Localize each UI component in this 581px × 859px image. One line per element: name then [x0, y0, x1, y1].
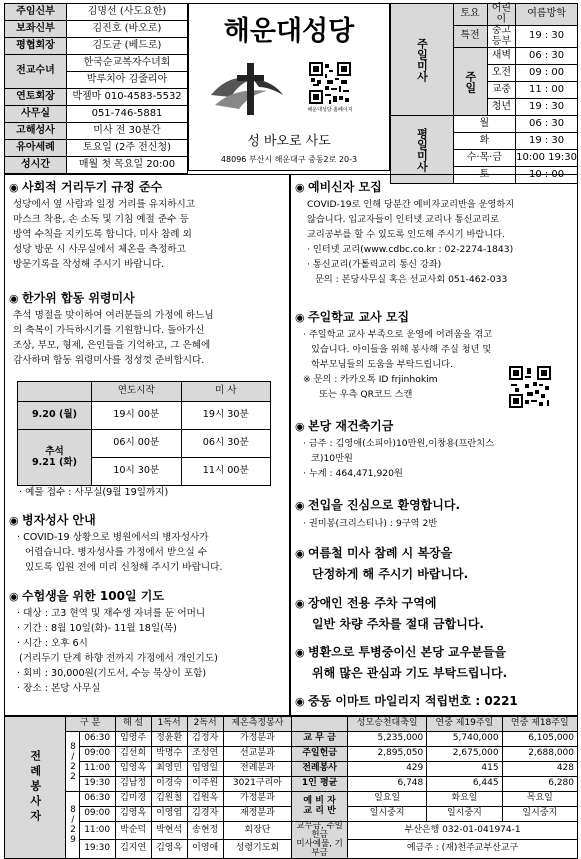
time-cell: 19시 00분 — [92, 402, 182, 430]
table-row — [5, 732, 578, 747]
stats-value: 415 — [427, 762, 502, 777]
table-row — [5, 777, 578, 792]
mass-name: 청년 — [487, 99, 516, 116]
mass-name: 오전 — [487, 65, 516, 82]
liturgy-roster-table — [4, 716, 578, 859]
notice-heading: ◉ 여름철 미사 참례 시 복장을 단정하게 해 주시기 바랍니다. — [295, 546, 469, 581]
table-row — [5, 762, 578, 777]
roster-cell: 김경자 — [187, 807, 223, 822]
mass-header: 어린이 — [487, 4, 516, 26]
stats-header: 성모승천대축일 — [348, 717, 427, 732]
roster-header: 제온측정봉사 — [223, 717, 291, 732]
stats-value: 429 — [348, 762, 427, 777]
table-header: 미 사 — [181, 382, 271, 402]
stats-key: 1인 평균 — [292, 777, 348, 792]
roster-cell: 3021구리아 — [223, 777, 291, 792]
sunday-mass-label: 주일미사 — [391, 4, 454, 116]
staff-key: 연토회장 — [5, 89, 67, 106]
roster-side-label: 전례봉사자 — [5, 717, 66, 859]
bullet-icon: ◉ — [295, 420, 305, 433]
stats-value: 5,235,000 — [348, 732, 427, 747]
mass-time: 11 : 00 — [516, 82, 578, 99]
account-holder: 예금주 : (재)천주교부산교구 — [348, 840, 578, 858]
table-header: 연도시작 — [92, 382, 182, 402]
roster-cell: 박순덕 — [115, 822, 151, 840]
table-row — [5, 747, 578, 762]
roster-header: 해 설 — [115, 717, 151, 732]
notice-heading: ◉ 예비신자 모집 — [295, 180, 382, 194]
roster-time: 19:30 — [79, 777, 115, 792]
roster-cell: 가정분과 — [223, 792, 291, 807]
roster-time: 11:00 — [79, 822, 115, 840]
mass-time: 06 : 30 — [516, 48, 578, 65]
roster-cell: 김지연 — [115, 840, 151, 858]
roster-cell: 이주원 — [187, 777, 223, 792]
notice-body: 추석 명절을 맞이하여 여러분들의 가정에 하느님 의 축복이 가득하시기를 기원합니다. 돌아가신 조상, 부모, 형제, 은인들을 기억하고, 그 은혜에 감사하며 합동 위령미사를 정성껏 준비합시다. — [13, 310, 214, 366]
class-day: 목요일 — [502, 792, 577, 807]
roster-cell: 이경숙 — [151, 777, 187, 792]
notice-heading: ◉ 전입을 진심으로 환영합니다. — [295, 498, 461, 512]
table-row — [5, 792, 578, 807]
roster-cell: 재정분과 — [223, 807, 291, 822]
patron-saint: 성 바오로 사도 — [247, 134, 331, 149]
mass-name: 교중 — [487, 82, 516, 99]
sunday-label: 주일 — [453, 48, 487, 116]
roster-cell: 송현정 — [187, 822, 223, 840]
weekday-day: 토 — [453, 167, 516, 184]
bullet-icon: ◉ — [295, 597, 305, 610]
weekday-time-pm: 19:30 — [548, 151, 577, 163]
notice-heading: ◉ 중동 이마트 마일리지 적립번호 : 0221 — [295, 694, 518, 708]
mass-time: 19 : 30 — [516, 26, 578, 48]
roster-cell: 최영민 — [151, 762, 187, 777]
roster-cell: 전례분과 — [223, 762, 291, 777]
table-row — [5, 807, 578, 822]
roster-time: 11:00 — [79, 762, 115, 777]
staff-value: 박루치아 김줄리아 — [67, 72, 188, 89]
staff-value: 김도균 (베드로) — [67, 38, 188, 55]
roster-cell: 이영엽 — [151, 807, 187, 822]
notice-body: COVID-19로 인해 당분간 예비자교리반을 운영하지 않습니다. 입교자들이 인터넷 교리나 통신교리로 교리공부를 할 수 있도록 인도해 주시기 바랍니다. · 인터넷 교리(www.cdbc.co.kr : 02-2274-1843) · 통신교리(가톨릭교리 통신 강좌) 문의 : 본당사무실 혹은 선교사회 051-462-033 — [307, 199, 515, 285]
staff-value: 박젬마 010-4583-5532 — [67, 89, 188, 106]
kakao-qr-code[interactable] — [509, 366, 551, 408]
roster-time: 06:30 — [79, 792, 115, 807]
roster-header: 1독서 — [151, 717, 187, 732]
offering-note: · 예물 접수 : 사무실(9월 19일까지) — [19, 487, 169, 498]
notice-heading: ◉ 장애인 전용 주차 구역에 일반 차량 주차를 절대 금합니다. — [295, 596, 484, 631]
roster-cell: 김원옥 — [187, 792, 223, 807]
date-cell: 9.20 (월) — [18, 402, 92, 430]
mass-name: 새벽 — [487, 48, 516, 65]
mass-header: 토요 — [453, 4, 487, 26]
roster-cell: 조성연 — [187, 747, 223, 762]
mass-name: 중고등부 — [487, 26, 516, 48]
notice-heading: ◉ 주일학교 교사 모집 — [295, 310, 410, 324]
bullet-icon: ◉ — [295, 695, 305, 708]
bullet-icon: ◉ — [9, 181, 19, 194]
bullet-icon: ◉ — [295, 311, 305, 324]
roster-cell: 김선희 — [115, 747, 151, 762]
bullet-icon: ◉ — [9, 514, 19, 527]
staff-key: 전교수녀 — [5, 55, 67, 89]
roster-time: 19:30 — [79, 840, 115, 858]
stats-value: 2,688,000 — [502, 747, 577, 762]
stats-value: 2,675,000 — [427, 747, 502, 762]
staff-value: 매월 첫 목요일 20:00 — [67, 157, 188, 174]
notice-heading: ◉ 병자성사 안내 — [9, 513, 96, 527]
bullet-icon: ◉ — [295, 499, 305, 512]
table-row — [5, 840, 578, 858]
notice-body: · 대상 : 고3 현역 및 재수생 자녀를 둔 어머니 · 기간 : 8월 10일(화)- 11월 18일(목) · 시간 : 오후 6시 (거리두기 단계 하향 전까지 가정에서 개인기도) · 회비 : 30,000원(기도서, 수능 묵상이 포함) · 장소 : 본당 사무실 — [17, 608, 218, 694]
bullet-icon: ◉ — [295, 181, 305, 194]
roster-cell: 김정자 — [187, 732, 223, 747]
bullet-icon: ◉ — [295, 547, 305, 560]
staff-value: 051-746-5881 — [67, 106, 188, 123]
homepage-qr-code[interactable] — [309, 62, 351, 104]
account-label: 교무금, 주일헌금 미사예물, 기부금 — [292, 822, 348, 859]
staff-key: 성시간 — [5, 157, 67, 174]
table-row — [5, 822, 578, 840]
mass-time: 19 : 30 — [516, 99, 578, 116]
weekday-time-am: 10:00 — [516, 151, 545, 163]
date-cell: 추석 9.21 (화) — [18, 430, 92, 486]
roster-cell: 이영애 — [187, 840, 223, 858]
saturday-vigil-label: 특전 — [453, 26, 487, 48]
notice-body: · 주일학교 교사 부족으로 운영에 어려움을 겪고 있습니다. 아이들을 위해 봉사해 주실 청년 및 학부모님들의 도움을 부탁드립니다. ※ 문의 : 카카오톡 ID frjinhokim 또는 우측 QR코드 스캔 — [303, 329, 493, 400]
notice-body: · COVID-19 상황으로 병원에서의 병자성사가 어렵습니다. 병자성사를 가정에서 받으실 수 있도록 입원 전에 미리 신청해 주시기 바랍니다. — [17, 532, 223, 573]
church-logo-icon — [209, 61, 285, 117]
roster-cell: 가정분과 — [223, 732, 291, 747]
roster-cell: 김영옥 — [115, 807, 151, 822]
bullet-icon: ◉ — [295, 646, 305, 659]
notice-heading: ◉ 본당 재건축기금 — [295, 419, 394, 433]
staff-table — [4, 3, 188, 174]
notices-right-column — [290, 174, 578, 716]
stats-value: 6,105,000 — [502, 732, 577, 747]
roster-cell: 김남정 — [115, 777, 151, 792]
notice-body: · 금주 : 김영애(소피아)10만원,이창용(프란치스 코)10만원 · 누계 : 464,471,920원 — [303, 438, 495, 479]
notice-heading: ◉ 사회적 거리두기 규정 준수 — [9, 180, 163, 194]
roster-cell: 김영옥 — [151, 840, 187, 858]
stats-header: 연중 제18주일 — [502, 717, 577, 732]
notice-body: 성당에서 옆 사람과 일정 거리를 유지하시고 마스크 착용, 손 소독 및 기침 예절 준수 등 방역 수칙을 지키도록 합니다. 미사 참례 외 성당 방문 시 사무실에서 체온을 측정하고 방문기록을 작성해 주시기 바랍니다. — [13, 199, 196, 270]
roster-time: 06:30 — [79, 732, 115, 747]
mass-schedule-table — [390, 3, 578, 184]
notice-body: · 권미봉(크리스티나) : 9구역 2반 — [303, 518, 438, 529]
bullet-icon: ◉ — [9, 292, 19, 305]
class-status: 일시중지 — [502, 807, 577, 822]
staff-value: 김명선 (사도요한) — [67, 4, 188, 21]
staff-key: 사무실 — [5, 106, 67, 123]
class-day: 화요일 — [427, 792, 502, 807]
qr-caption: 해운대성당 홈페이지 — [307, 107, 353, 113]
weekday-time: 10 : 00 — [516, 167, 578, 184]
catechumen-class-label: 예 비 자 교 리 반 — [292, 792, 348, 822]
roster-time: 09:00 — [79, 747, 115, 762]
notices-left-column — [4, 174, 290, 716]
time-cell: 10시 30분 — [92, 458, 182, 486]
bullet-icon: ◉ — [9, 590, 19, 603]
weekday-time: 19 : 30 — [516, 133, 578, 150]
weekday-day: 수·목·금 — [453, 150, 516, 167]
staff-key: 고해성사 — [5, 123, 67, 140]
roster-cell: 임영옥 — [115, 762, 151, 777]
staff-value: 토요일 (2주 전신청) — [67, 140, 188, 157]
stats-value: 6,445 — [427, 777, 502, 792]
staff-value: 미사 전 30분간 — [67, 123, 188, 140]
stats-value: 2,895,050 — [348, 747, 427, 762]
roster-date: 8/29 — [65, 792, 79, 859]
staff-key: 평협회장 — [5, 38, 67, 55]
roster-header: 2독서 — [187, 717, 223, 732]
bank-account: 부산은행 032-01-041974-1 — [348, 822, 578, 840]
roster-cell: 정윤환 — [151, 732, 187, 747]
roster-cell: 임영주 — [115, 732, 151, 747]
time-cell: 06시 30분 — [181, 430, 271, 458]
roster-cell: 박현석 — [151, 822, 187, 840]
staff-value: 김진호 (바오로) — [67, 21, 188, 38]
weekday-day: 월 — [453, 116, 516, 133]
class-status: 일시중지 — [348, 807, 427, 822]
mass-time: 09 : 00 — [516, 65, 578, 82]
staff-key: 주임신부 — [5, 4, 67, 21]
stats-key: 교 무 금 — [292, 732, 348, 747]
notice-heading: ◉ 병환으로 투병중이신 본당 교우분들을 위해 많은 관심과 기도 부탁드립니다. — [295, 645, 508, 680]
mass-header: 여름방학 — [516, 4, 578, 26]
church-address: 48096 부산시 해운대구 중동2로 20-3 — [220, 155, 358, 164]
weekday-day: 화 — [453, 133, 516, 150]
stats-value: 428 — [502, 762, 577, 777]
roster-cell: 임영일 — [187, 762, 223, 777]
time-cell: 19시 30분 — [181, 402, 271, 430]
stats-value: 5,740,000 — [427, 732, 502, 747]
stats-header: 연중 제19주일 — [427, 717, 502, 732]
roster-cell: 박명수 — [151, 747, 187, 762]
masthead — [188, 3, 390, 171]
contact-kakao[interactable]: ※ 문의 : 카카오톡 ID frjinhokim — [303, 374, 438, 385]
church-title: 해운대성당 — [223, 16, 355, 47]
weekday-mass-label: 평일미사 — [391, 116, 454, 184]
stats-value: 6,280 — [502, 777, 577, 792]
memorial-mass-table — [17, 381, 271, 486]
weekday-time: 06 : 30 — [516, 116, 578, 133]
roster-cell: 선교분과 — [223, 747, 291, 762]
staff-key: 유아세례 — [5, 140, 67, 157]
roster-header: 구 분 — [65, 717, 115, 732]
stats-key: 주일헌금 — [292, 747, 348, 762]
class-day: 일요일 — [348, 792, 427, 807]
roster-cell: 김미경 — [115, 792, 151, 807]
staff-value: 한국순교복자수녀회 — [67, 55, 188, 72]
staff-key: 보좌신부 — [5, 21, 67, 38]
roster-cell: 회장단 — [223, 822, 291, 840]
roster-date: 8/22 — [65, 732, 79, 792]
roster-cell: 김원철 — [151, 792, 187, 807]
time-cell: 06시 00분 — [92, 430, 182, 458]
weekday-time — [516, 150, 578, 167]
stats-value: 6,748 — [348, 777, 427, 792]
notice-heading: ◉ 수험생을 위한 100일 기도 — [9, 589, 164, 603]
notice-heading: ◉ 한가위 합동 위령미사 — [9, 291, 135, 305]
roster-cell: 성령기도회 — [223, 840, 291, 858]
stats-key: 전례봉사 — [292, 762, 348, 777]
class-status: 일시중지 — [427, 807, 502, 822]
time-cell: 11시 00분 — [181, 458, 271, 486]
roster-time: 09:00 — [79, 807, 115, 822]
